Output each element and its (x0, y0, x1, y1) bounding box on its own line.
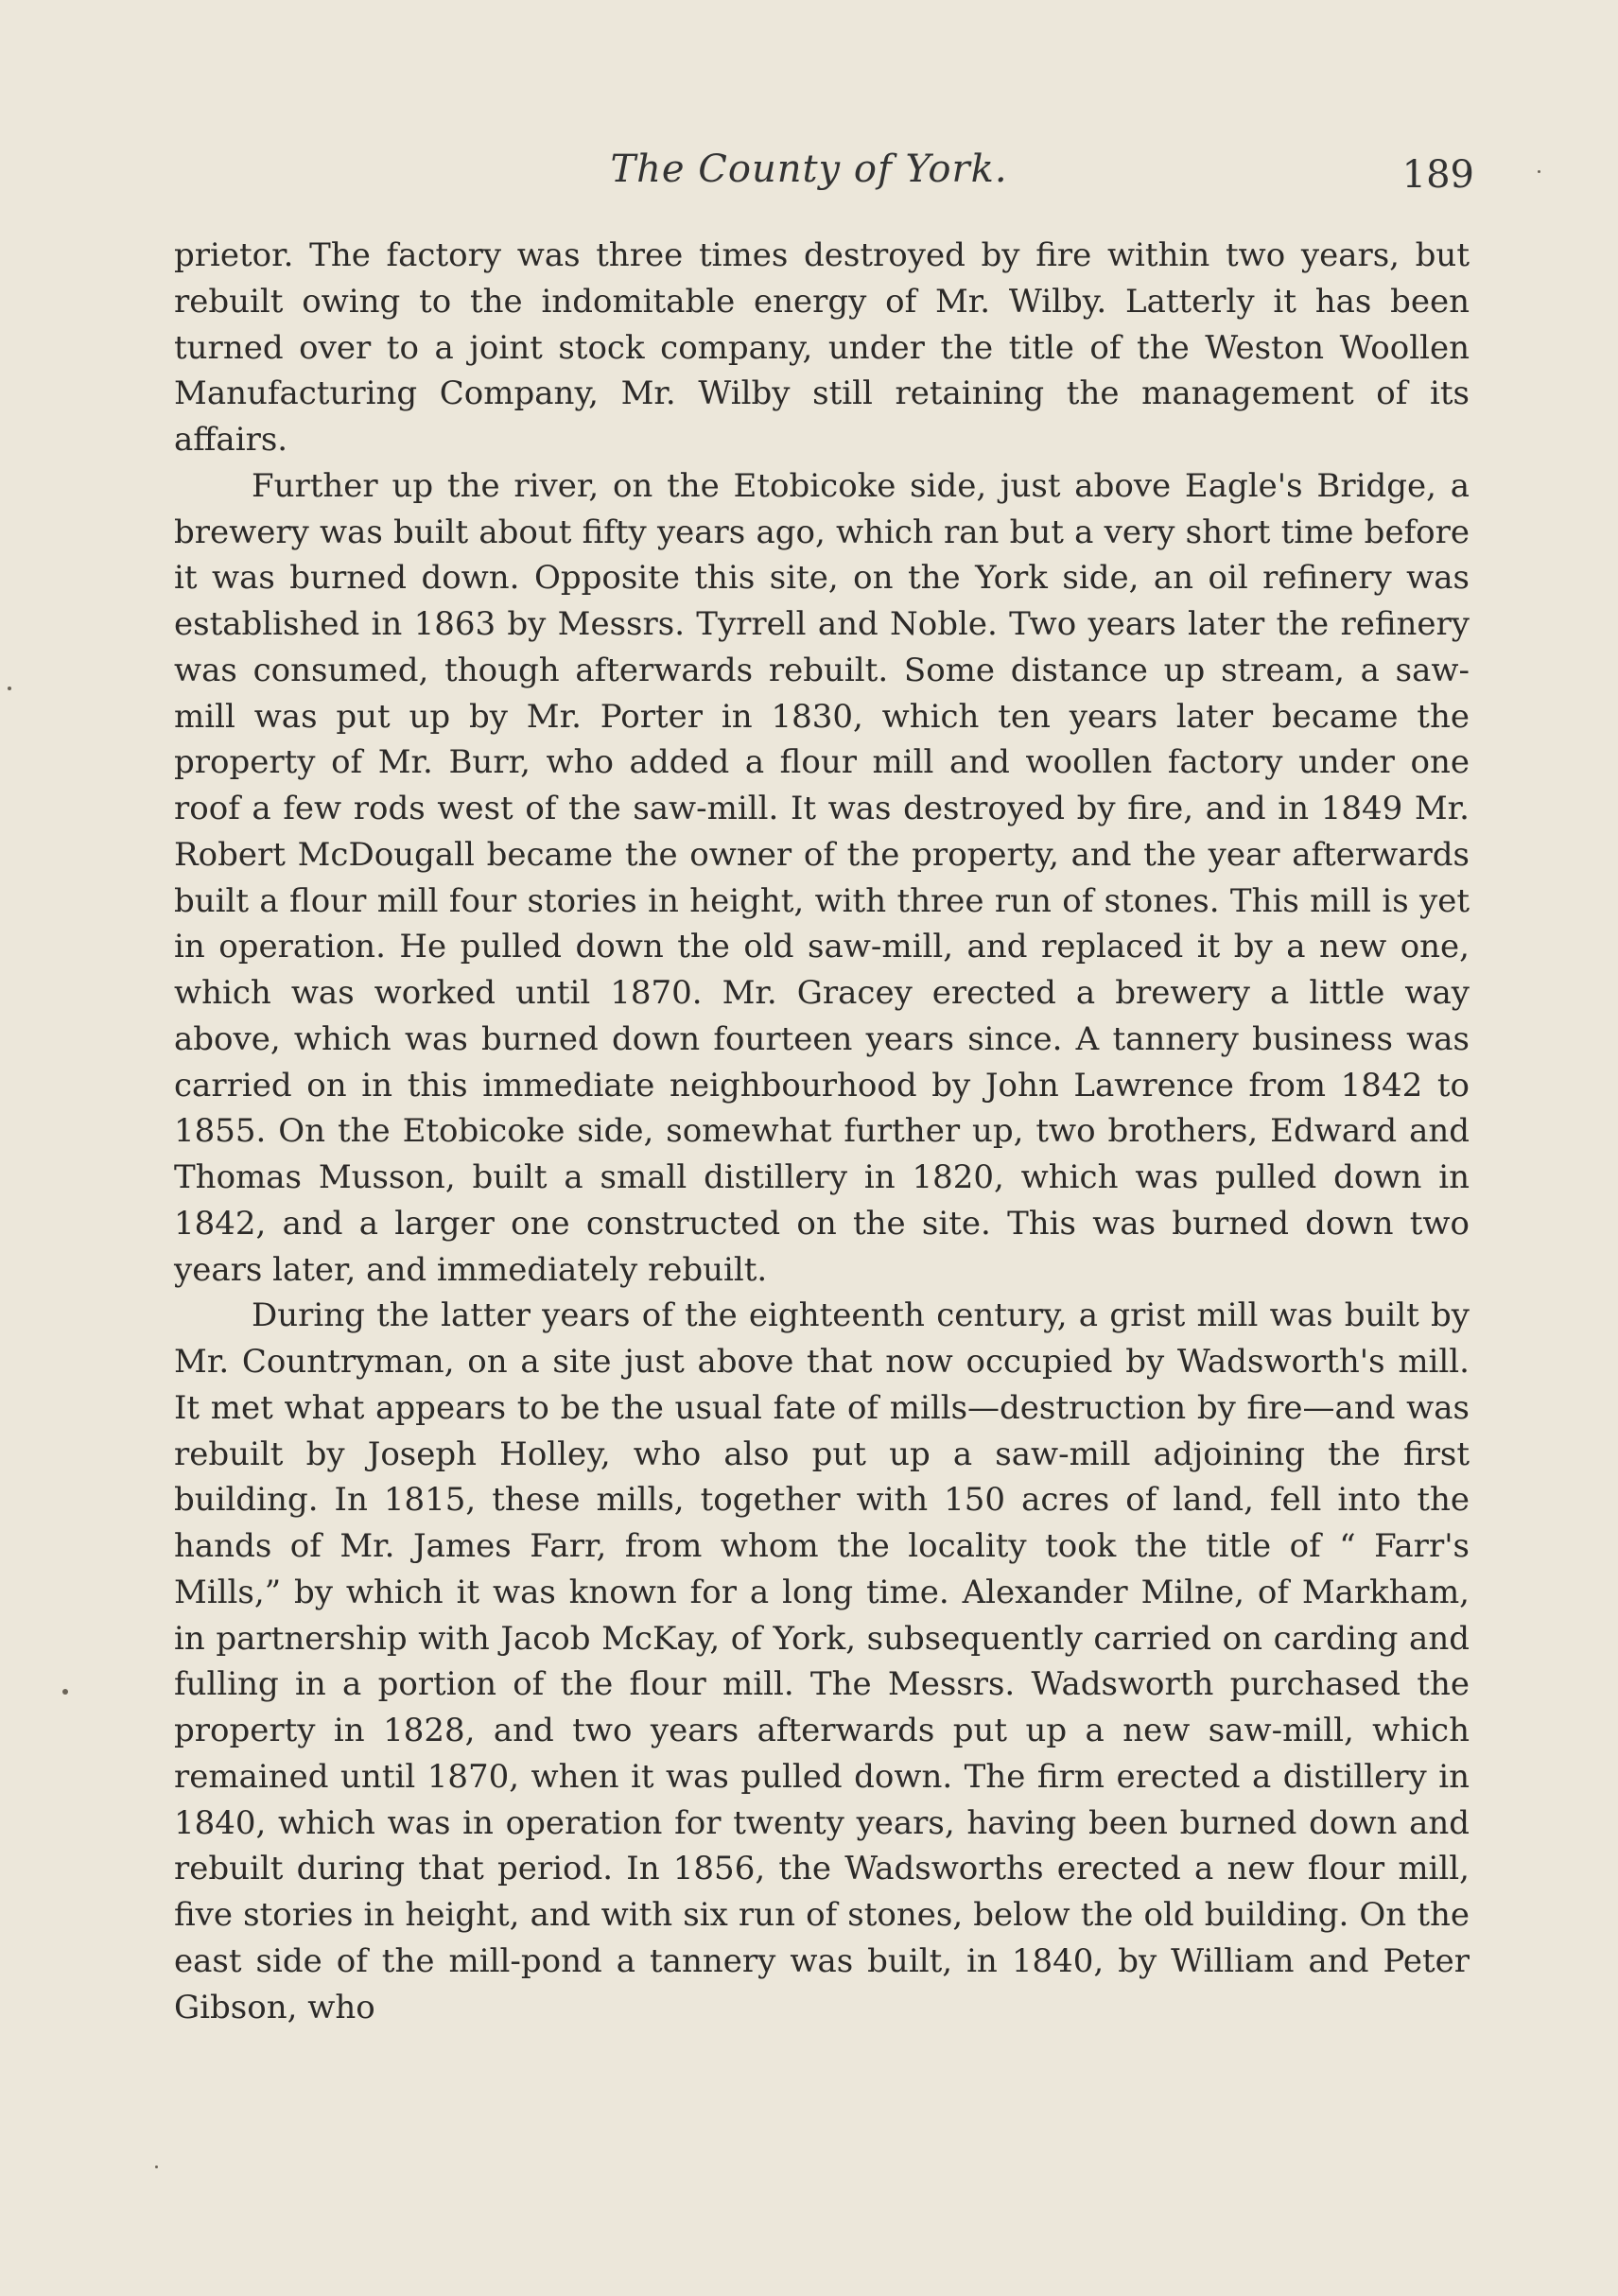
paper-speck (62, 1689, 68, 1695)
running-title: The County of York. (610, 148, 1008, 191)
body-text (174, 233, 1470, 2030)
running-head (0, 148, 1618, 204)
page-number: 189 (1401, 153, 1474, 197)
paper-speck (1538, 170, 1540, 173)
paper-speck (8, 687, 11, 690)
paper-speck (155, 2166, 158, 2168)
paragraph-continuation: prietor. The factory was three times destroyed by fire within two years, but rebuilt owing to the indomitable energy of Mr. Wilby. Latterly it has been turned over to a joint stock company, under the title of the Weston Woollen Manufacturing Company, Mr. Wilby still retaining the management of its affairs. (174, 236, 1470, 459)
paragraph-river-industries: Further up the river, on the Etobicoke side, just above Eagle's Bridge, a brewery was built about fifty years ago, which ran but a very short time before it was burned down. Opposite this site, on the York side, an oil refinery was established in 1863 by Messrs. Tyrrell and Noble. Two years later the refinery was consumed, though afterwards rebuilt. Some distance up stream, a saw-mill was put up by Mr. Porter in 1830, which ten years later became the property of Mr. Burr, who added a flour mill and woollen factory under one roof a few rods west of the saw-mill. It was destroyed by fire, and in 1849 Mr. Robert McDougall became the owner of the property, and the year afterwards built a flour mill four stories in height, with three run of stones. This mill is yet in operation. He pulled down the old saw-mill, and replaced it by a new one, which was worked until 1870. Mr. Gracey erected a brewery a little way above, which was burned down fourteen years since. A tannery business was carried on in this immediate neighbourhood by John Lawrence from 1842 to 1855. On the Etobicoke side, somewhat further up, two brothers, Edward and Thomas Musson, built a small distillery in 1820, which was pulled down in 1842, and a larger one constructed on the site. This was burned down two years later, and immediately rebuilt. (174, 466, 1470, 1289)
paragraph-farrs-mills: During the latter years of the eighteenth century, a grist mill was built by Mr. Countryman, on a site just above that now occupied by Wadsworth's mill. It met what appears to be the usual fate of mills—destruction by fire—and was rebuilt by Joseph Holley, who also put up a saw-mill adjoining the first building. In 1815, these mills, together with 150 acres of land, fell into the hands of Mr. James Farr, from whom the locality took the title of “ Farr's Mills,” by which it was known for a long time. Alexander Milne, of Markham, in partnership with Jacob McKay, of York, subsequently carried on carding and fulling in a portion of the flour mill. The Messrs. Wadsworth purchased the property in 1828, and two years afterwards put up a new saw-mill, which remained until 1870, when it was pulled down. The firm erected a distillery in 1840, which was in operation for twenty years, having been burned down and rebuilt during that period. In 1856, the Wadsworths erected a new flour mill, five stories in height, and with six run of stones, below the old building. On the east side of the mill-pond a tannery was built, in 1840, by William and Peter Gibson, who (174, 1296, 1470, 2026)
